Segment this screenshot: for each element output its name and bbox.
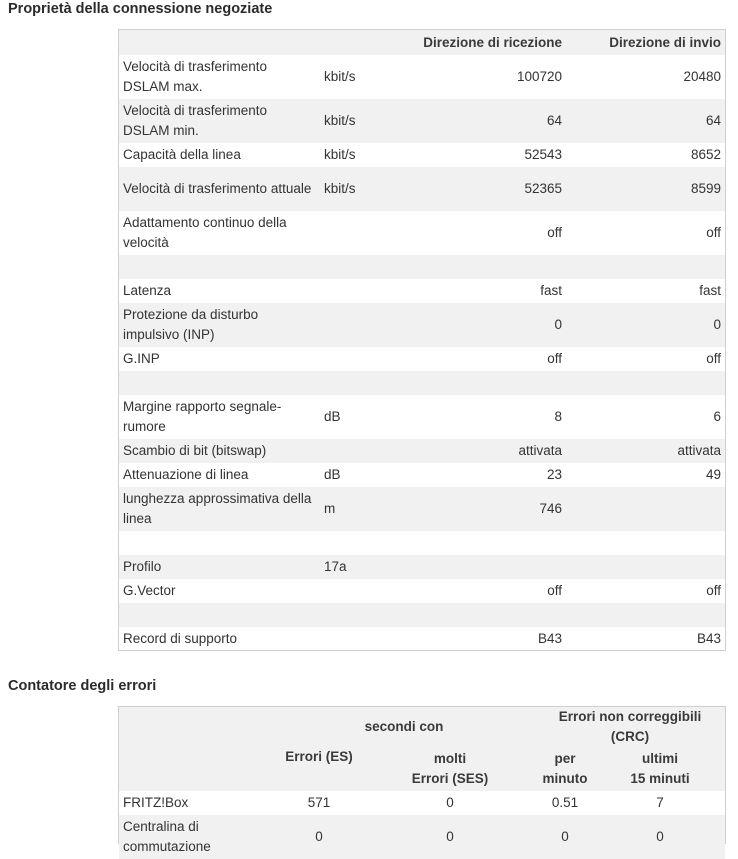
row-unit [320, 279, 400, 303]
row-ses-value: 0 [446, 829, 454, 844]
row-label [119, 531, 320, 555]
row-send-value: fast [699, 283, 721, 298]
row-last15-value: 7 [656, 795, 664, 810]
row-receive-value [400, 371, 566, 395]
row-label: Latenza [123, 283, 172, 298]
row-receive-value: 23 [546, 467, 562, 482]
row-receive-value: 64 [546, 113, 562, 128]
row-label [119, 371, 320, 395]
row-receive-value: 746 [539, 501, 562, 516]
header-per-minute [535, 747, 595, 791]
header-unit [320, 30, 400, 55]
row-send-value: 8599 [690, 181, 721, 196]
row-receive-value: 52365 [524, 181, 562, 196]
table-row [119, 439, 725, 463]
row-label: Capacità della linea [123, 147, 241, 162]
row-receive-value: fast [540, 283, 562, 298]
connection-properties-table [119, 30, 725, 651]
row-receive-value: off [547, 351, 562, 366]
row-send-value: off [706, 225, 721, 240]
table-row [119, 463, 725, 487]
table-row [119, 99, 725, 143]
spacer-row [119, 603, 725, 627]
row-unit [320, 603, 400, 627]
row-send-value: 64 [705, 113, 721, 128]
row-unit [320, 531, 400, 555]
row-last15-value: 0 [656, 829, 664, 844]
row-unit: kbit/s [324, 69, 356, 84]
row-label: Protezione da disturbo impulsivo (INP) [123, 307, 259, 342]
table-row [119, 143, 725, 167]
error-counter-table [119, 707, 725, 859]
table-row [119, 395, 725, 439]
row-send-value: 6 [713, 409, 721, 424]
error-counter-panel [118, 706, 726, 854]
header-last-15 [595, 747, 725, 791]
row-receive-value [400, 603, 566, 627]
header-ses [365, 747, 535, 791]
spacer-row [119, 531, 725, 555]
row-label: Scambio di bit (bitswap) [123, 443, 267, 458]
row-send-value: off [706, 583, 721, 598]
header-send-direction: Direzione di invio [609, 34, 721, 50]
row-label: lunghezza approssimativa della linea [123, 491, 312, 526]
error-group-header-row [119, 707, 725, 747]
row-label: Profilo [123, 559, 162, 574]
table-row [119, 487, 725, 531]
table-row [119, 555, 725, 579]
row-unit: dB [324, 409, 341, 424]
row-unit [320, 347, 400, 371]
row-receive-value: 0 [554, 317, 562, 332]
row-per-minute-value: 0 [561, 829, 569, 844]
row-label: Centralina di commutazione [123, 819, 211, 854]
header-empty [119, 747, 273, 791]
row-unit [320, 255, 400, 279]
header-last-line1: ultimi [642, 751, 679, 766]
row-receive-value [400, 531, 566, 555]
row-label: FRITZ!Box [123, 795, 189, 810]
row-receive-value: off [547, 583, 562, 598]
row-label: Adattamento continuo della velocità [123, 215, 287, 250]
table-row [119, 791, 725, 815]
row-send-value [566, 255, 725, 279]
row-unit: 17a [324, 559, 347, 574]
row-unit: kbit/s [324, 181, 356, 196]
connection-properties-panel [118, 29, 726, 651]
row-unit [320, 303, 400, 347]
row-es-value: 0 [315, 829, 323, 844]
row-receive-value: off [547, 225, 562, 240]
header-ses-line2: Errori (SES) [411, 771, 489, 786]
table-row [119, 279, 725, 303]
row-receive-value: 8 [554, 409, 562, 424]
row-label: Attenuazione di linea [123, 467, 249, 482]
row-receive-value: 100720 [516, 69, 562, 84]
header-last-line2: 15 minuti [630, 771, 690, 786]
row-label [119, 255, 320, 279]
header-crc-errors: Errori non correggibili (CRC) [558, 709, 702, 744]
row-send-value: 49 [705, 467, 721, 482]
table-row [119, 627, 725, 651]
row-unit [320, 579, 400, 603]
table-row [119, 579, 725, 603]
row-label: Velocità di trasferimento DSLAM min. [123, 103, 268, 138]
row-send-value [566, 531, 725, 555]
row-label [119, 603, 320, 627]
row-unit: m [324, 501, 336, 516]
table-row [119, 211, 725, 255]
row-ses-value: 0 [446, 795, 454, 810]
row-unit [320, 371, 400, 395]
table-row [119, 347, 725, 371]
row-unit: dB [324, 467, 341, 482]
errors-section-title: Contatore degli errori [8, 678, 157, 694]
table-row [119, 303, 725, 347]
header-per-line1: per [554, 751, 576, 766]
header-receive-direction: Direzione di ricezione [423, 34, 562, 50]
row-label: Velocità di trasferimento DSLAM max. [123, 59, 268, 94]
row-label: Record di supporto [123, 631, 238, 646]
row-receive-value: attivata [518, 443, 562, 458]
row-send-value: attivata [677, 443, 721, 458]
row-label: G.Vector [123, 583, 176, 598]
props-section-title: Proprietà della connessione negoziate [8, 1, 273, 17]
row-unit: kbit/s [324, 113, 356, 128]
header-per-line2: minuto [542, 771, 588, 786]
row-unit [320, 211, 400, 255]
row-send-value [566, 603, 725, 627]
error-sub-header-row [119, 747, 725, 791]
row-send-value [566, 371, 725, 395]
row-unit: kbit/s [324, 147, 356, 162]
row-label: Margine rapporto segnale-rumore [123, 399, 282, 434]
row-es-value: 571 [307, 795, 331, 810]
row-receive-value: 52543 [524, 147, 562, 162]
row-send-value: B43 [696, 631, 721, 646]
row-send-value [566, 487, 725, 531]
row-per-minute-value: 0.51 [551, 795, 579, 810]
row-receive-value [400, 255, 566, 279]
row-unit [320, 627, 400, 651]
row-label: G.INP [123, 351, 160, 366]
spacer-row [119, 255, 725, 279]
row-send-value [566, 555, 725, 579]
row-send-value: 20480 [683, 69, 721, 84]
table-header-row [119, 30, 725, 55]
row-receive-value [400, 555, 566, 579]
table-row [119, 815, 725, 859]
header-ses-line1: molti [433, 751, 467, 766]
row-receive-value: B43 [537, 631, 562, 646]
header-label [119, 30, 320, 55]
row-send-value: 0 [713, 317, 721, 332]
row-send-value: 8652 [690, 147, 721, 162]
spacer-row [119, 371, 725, 395]
header-es: Errori (ES) [285, 749, 353, 764]
row-unit [320, 439, 400, 463]
row-send-value: off [706, 351, 721, 366]
header-seconds-with: secondi con [364, 719, 444, 734]
row-label: Velocità di trasferimento attuale [123, 181, 312, 196]
header-empty [119, 707, 273, 747]
table-row [119, 167, 725, 211]
table-row [119, 55, 725, 99]
